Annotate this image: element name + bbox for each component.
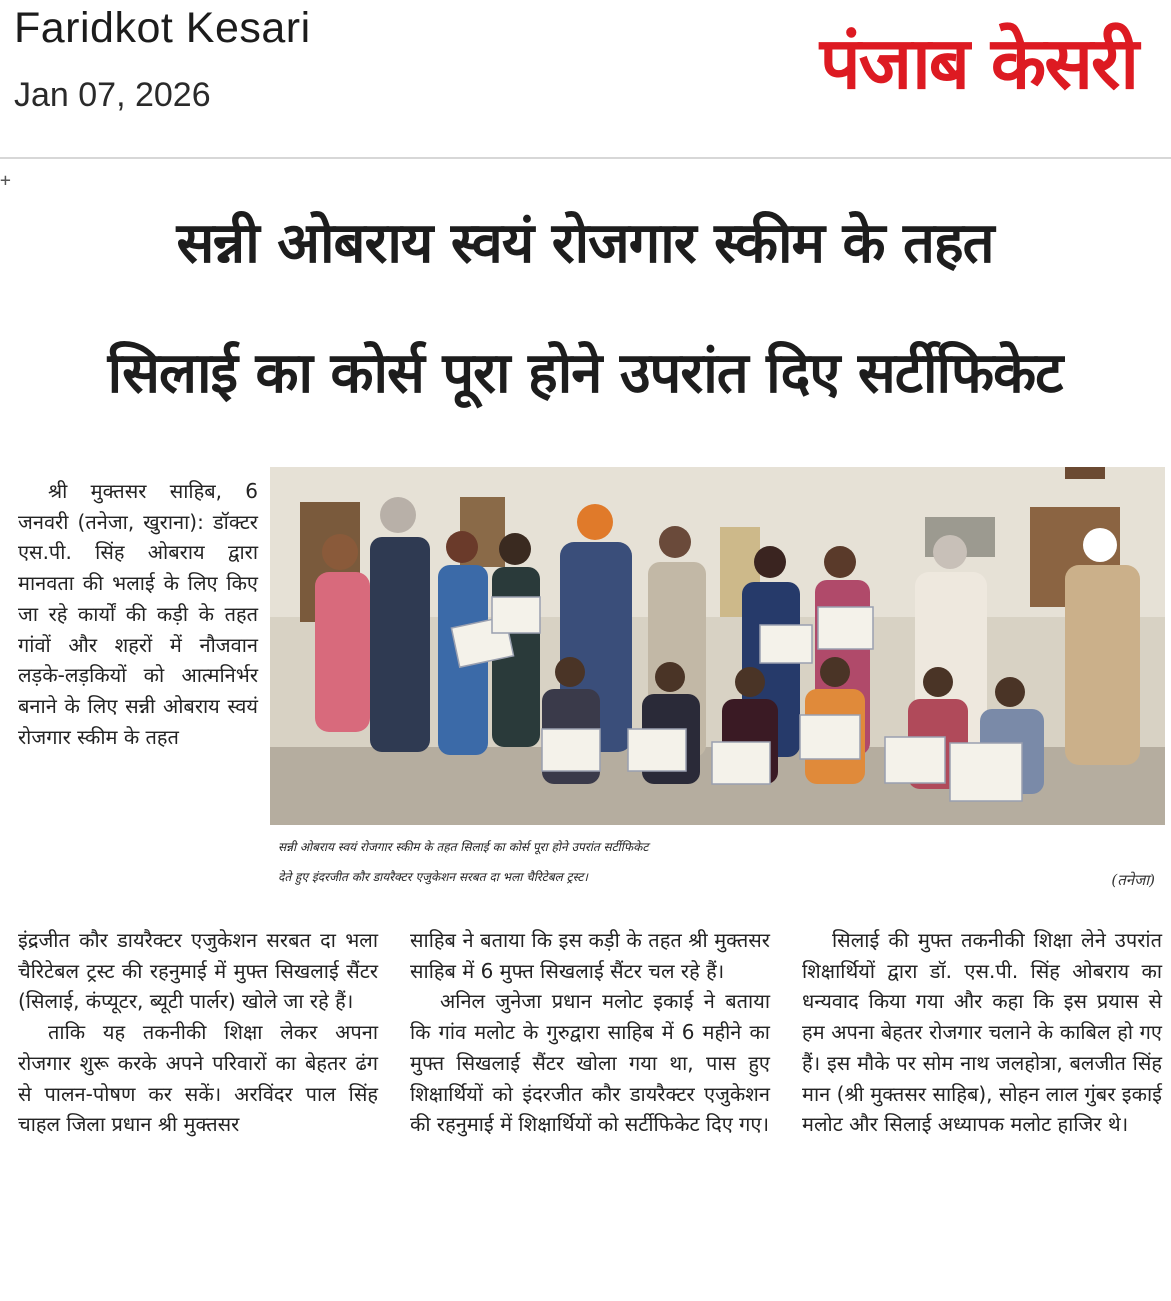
publication-date: Jan 07, 2026 <box>14 76 211 114</box>
caption-line-2: देते हुए इंदरजीत कौर डायरैक्टर एजुकेशन सरबत दा भला चैरिटेबल ट्रस्ट। <box>278 870 588 884</box>
article-paragraph: ताकि यह तकनीकी शिक्षा लेकर अपना रोजगार शुरू करके अपने परिवारों का बेहतर ढंग से पालन-पोषण कर सकें। अरविंदर पाल सिंह चाहल जिला प्रधान श्री मुक्तसर <box>18 1020 378 1137</box>
article-paragraph: साहिब ने बताया कि इस कड़ी के तहत श्री मुक्तसर साहिब में 6 मुफ्त सिखलाई सैंटर चल रहे हैं। <box>410 928 770 983</box>
source-name: Faridkot Kesari <box>14 4 311 52</box>
article-column-3 <box>410 925 770 1140</box>
crop-mark: + <box>0 170 11 191</box>
header-divider <box>0 157 1171 159</box>
headline-line-2: सिलाई का कोर्स पूरा होने उपरांत दिए सर्टीफिकेट <box>107 340 1063 406</box>
article-paragraph: अनिल जुनेजा प्रधान मलोट इकाई ने बताया कि गांव मलोट के गुरुद्वारा साहिब में 6 महीने का मुफ्त सिखलाई सैंटर खोला गया था, पास हुए शिक्षार्थियों को इंदरजीत कौर डायरैक्टर एजुकेशन की रहनुमाई में शिक्षार्थियों को सर्टीफिकेट दिए गए। <box>410 989 770 1137</box>
article-column-4 <box>802 925 1162 1140</box>
newspaper-masthead: पंजाब केसरी <box>819 21 1137 105</box>
article-paragraph: श्री मुक्तसर साहिब, 6 जनवरी (तनेजा, खुराना): डॉक्टर एस.पी. सिंह ओबराय द्वारा मानवता की भलाई के लिए किए जा रहे कार्यों की कड़ी के तहत गांवों और शहरों में नौजवान लड़के-लड़कियों को आत्मनिर्भर बनाने के लिए सन्नी ओबराय स्वयं रोजगार स्कीम के तहत <box>18 479 258 749</box>
article-paragraph: इंद्रजीत कौर डायरैक्टर एजुकेशन सरबत दा भला चैरिटेबल ट्रस्ट की रहनुमाई में मुफ्त सिखलाई सैंटर (सिलाई, कंप्यूटर, ब्यूटी पार्लर) खोले जा रहे हैं। <box>18 928 378 1014</box>
article-paragraph: सिलाई की मुफ्त तकनीकी शिक्षा लेने उपरांत शिक्षार्थियों द्वारा डॉ. एस.पी. सिंह ओबराय का धन्यवाद किया गया और कहा कि इस प्रयास से हम अपना बेहतर रोजगार चलाने के काबिल हो गए हैं। इस मौके पर सोम नाथ जलहोत्रा, बलजीत सिंह मान (श्री मुक्तसर साहिब), सोहन लाल गुंबर इकाई मलोट और सिलाई अध्यापक मलोट हाजिर थे। <box>802 928 1162 1137</box>
news-photo <box>270 467 1165 825</box>
article-column-2 <box>18 925 378 1140</box>
news-photo-illustration <box>270 467 1165 825</box>
caption-line-1: सन्नी ओबराय स्वयं रोजगार स्कीम के तहत सिलाई का कोर्स पूरा होने उपरांत सर्टीफिकेट <box>278 840 649 854</box>
headline-line-1: सन्नी ओबराय स्वयं रोजगार स्कीम के तहत <box>176 210 994 276</box>
photo-caption <box>278 832 1163 892</box>
article-column-1 <box>18 476 258 752</box>
photo-credit: (तनेजा) <box>1111 871 1155 889</box>
